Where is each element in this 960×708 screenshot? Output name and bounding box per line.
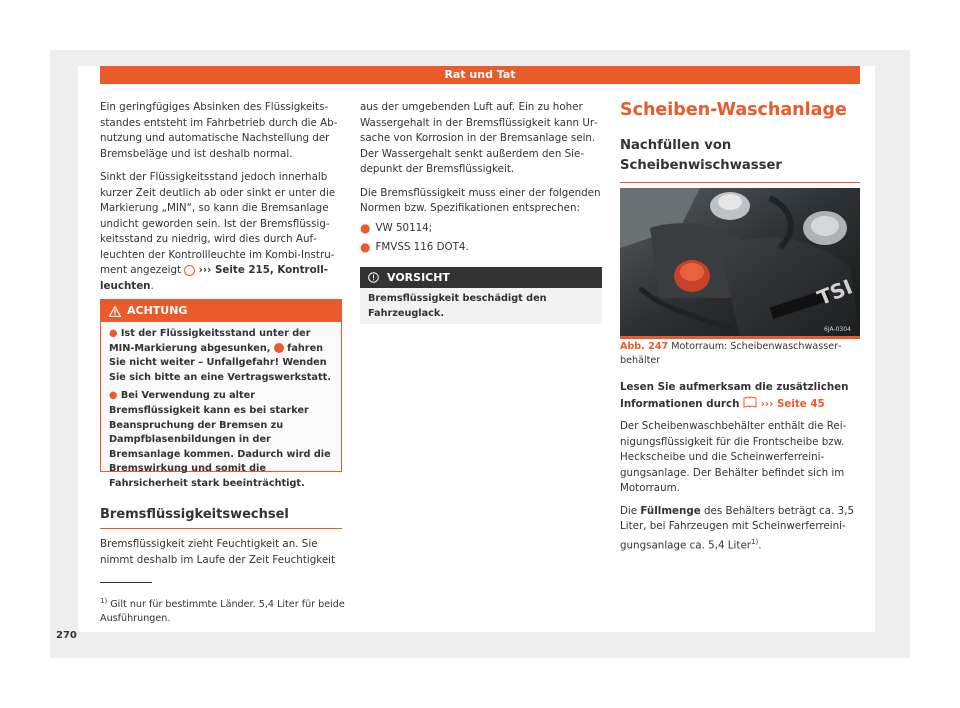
- page-number: 270: [56, 630, 77, 641]
- warning-item: [109, 389, 333, 491]
- brake-lamp-icon: [274, 343, 284, 353]
- page-reference-link[interactable]: ››› Seite 215, Kontrollleuchten: [100, 264, 328, 292]
- warning-box: [100, 299, 342, 489]
- caution-header: [360, 267, 602, 288]
- paragraph-text: Die: [620, 504, 638, 517]
- paragraph: [100, 170, 342, 294]
- figure-caption: [620, 340, 860, 368]
- column-3-body: [620, 380, 860, 560]
- chapter-heading: Scheiben-Waschanlage: [620, 100, 847, 120]
- photo-code: 6JA-0304: [824, 326, 851, 333]
- engine-bay-image: [620, 188, 860, 336]
- paragraph-text: des Behälters beträgt ca. 3,5 Liter, bei Fahrzeugen mit Scheinwerferreinigungsanlage ca. 5,4 Liter: [620, 504, 855, 551]
- footnote-ref[interactable]: 1): [751, 537, 759, 546]
- caution-title: VORSICHT: [387, 271, 450, 284]
- bullet-icon: ●: [360, 220, 371, 235]
- intro-text: Lesen Sie aufmerksam die zusätzlichen Informationen durch: [620, 381, 849, 410]
- section-title-brake-fluid-change: Bremsflüssigkeitswechsel: [100, 507, 342, 529]
- footnote-marker: 1): [100, 597, 108, 605]
- period: .: [150, 279, 154, 292]
- paragraph: Die Bremsflüssigkeit muss einer der folgenden Normen bzw. Spezifikationen entsprechen:: [360, 186, 601, 214]
- warning-body: [101, 322, 341, 501]
- warning-header: [101, 300, 341, 322]
- paragraph: [620, 504, 860, 554]
- bullet-icon: ●: [109, 390, 118, 402]
- chapter-header: Rat und Tat: [100, 66, 860, 84]
- footnote: [100, 594, 345, 626]
- warning-title: ACHTUNG: [127, 304, 188, 317]
- engine-bay-photo: [620, 188, 860, 339]
- period: .: [758, 538, 762, 551]
- brake-warning-lamp-icon: [184, 265, 195, 276]
- tsi-label: TSI: [813, 274, 856, 311]
- list-item: [360, 240, 602, 256]
- warning-triangle-icon: [109, 306, 121, 317]
- warning-text: Bei Verwendung zu alter Bremsflüssigkeit kann es bei starker Beanspruchung der Bremsen zu Dampfblasenbildungen in der Bremsanlage kommen. Dadurch wird die Bremswirkung und somit die Fahrsicherheit stark beeinträchtigt.: [109, 390, 331, 489]
- column-1: [100, 100, 342, 302]
- column-2: [360, 100, 602, 260]
- warning-item: [109, 327, 333, 385]
- paragraph: Der Scheibenwaschbehälter enthält die Reinigungsflüssigkeit für die Frontscheibe bzw. Heckscheibe und die Scheinwerferreinigungsanlage. Der Behälter befindet sich im Motorraum.: [620, 420, 847, 494]
- caution-text: Bremsflüssigkeit beschädigt den Fahrzeuglack.: [368, 293, 547, 319]
- caution-box: [360, 267, 602, 324]
- paragraph: Bremsflüssigkeit zieht Feuchtigkeit an. Sie nimmt deshalb im Laufe der Zeit Feuchtigkeit: [100, 538, 336, 566]
- footnote-divider: [100, 582, 152, 583]
- footnote-text: Gilt nur für bestimmte Länder. 5,4 Liter für beide Ausführungen.: [100, 599, 345, 625]
- paragraph-text: Sinkt der Flüssigkeitsstand jedoch innerhalb kurzer Zeit deutlich ab oder sinkt er unter die Markierung „MIN“, so kann die Bremsanlage undicht geworden sein. Ist der Bremsflüssigkeitsstand zu niedrig, wird dies durch Aufleuchten der Kontrollleuchte im Kombi-Instrument angezeigt: [100, 171, 336, 276]
- list-item-text: FMVSS 116 DOT4.: [375, 241, 469, 253]
- book-icon: [743, 396, 757, 408]
- warning-text: Ist der Flüssigkeitsstand unter der MIN-Markierung abgesunken,: [109, 328, 311, 354]
- intro-reference: [620, 380, 860, 412]
- figure-label: Abb. 247: [620, 341, 669, 352]
- fill-quantity-term: Füllmenge: [640, 504, 701, 517]
- paragraph: aus der umgebenden Luft auf. Ein zu hoher Wassergehalt in der Bremsflüssigkeit kann Ursache von Korrosion in der Bremsanlage sein. Der Wassergehalt senkt außerdem den Siedepunkt der Bremsflüssigkeit.: [360, 101, 598, 175]
- bullet-icon: ●: [360, 240, 371, 254]
- list-item: [360, 221, 602, 237]
- bullet-icon: ●: [109, 328, 118, 339]
- section-heading: Nachfüllen von Scheibenwischwasser: [620, 136, 860, 183]
- info-circle-icon: [368, 272, 379, 283]
- paragraph: Ein geringfügiges Absinken des Flüssigkeitsstandes entsteht im Fahrbetrieb durch die Abnutzung und automatische Nachstellung der Bremsbeläge und ist deshalb normal.: [100, 101, 338, 160]
- list-item-text: VW 50114;: [375, 221, 433, 234]
- caption-text: Motorraum: Scheibenwaschwasserbehälter: [620, 341, 842, 366]
- warning-text: fahren Sie nicht weiter – Unfallgefahr! Wenden Sie sich bitte an eine Vertragswerkstatt.: [109, 342, 331, 383]
- page-reference-link[interactable]: ››› Seite 45: [760, 397, 825, 410]
